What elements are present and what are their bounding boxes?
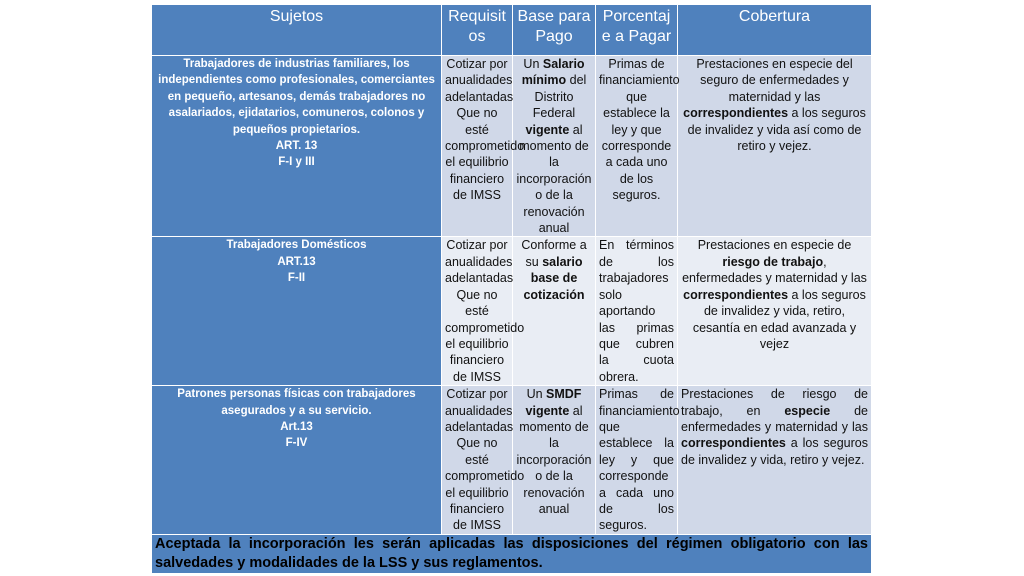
header-requisitos-line-2: os xyxy=(468,28,486,45)
base-cell: Un SMDF vigente al momento de la incorporación o de la renovación anual xyxy=(513,386,596,535)
footer-note: Aceptada la incorporación les serán aplicadas las disposiciones del régimen obligatorio con las salvedades y modalidades de la LSS y sus reglamentos. xyxy=(152,534,872,573)
requisitos-cell: Cotizar por anualidades adelantadas Que no esté comprometido el equilibrio financiero de IMSS xyxy=(442,56,513,237)
table-row xyxy=(152,237,872,386)
sujetos-cell xyxy=(152,386,442,535)
sujetos-art: ART.13 xyxy=(277,255,316,268)
header-base xyxy=(513,5,596,56)
cobertura-cell: Prestaciones en especie de riesgo de trabajo, enfermedades y maternidad y las correspondientes a los seguros de invalidez y vida, retiro, cesantía en edad avanzada y vejez xyxy=(678,237,872,386)
table-row xyxy=(152,386,872,535)
cobertura-cell: Prestaciones en especie del seguro de enfermedades y maternidad y las correspondientes a los seguros de invalidez y vida así como de retiro y vejez. xyxy=(678,56,872,237)
porcentaje-cell: Primas de financiamiento que establece la ley y que corresponde a cada uno de los seguros. xyxy=(596,56,678,237)
sujetos-art: Art.13 xyxy=(280,420,313,433)
sujetos-cell xyxy=(152,237,442,386)
insurance-table xyxy=(151,4,872,574)
header-requisitos-line-1: Requisit xyxy=(448,8,506,25)
header-requisitos xyxy=(442,5,513,56)
header-cobertura: Cobertura xyxy=(678,5,872,56)
sujetos-text: Trabajadores Domésticos xyxy=(226,239,367,252)
sujetos-cell xyxy=(152,56,442,237)
sujetos-text: Patrones personas físicas con trabajadores asegurados y a su servicio. xyxy=(177,388,416,417)
header-porcentaje xyxy=(596,5,678,56)
porcentaje-cell: En términos de los trabajadores solo aportando las primas que cubren la cuota obrera. xyxy=(596,237,678,386)
requisitos-cell: Cotizar por anualidades adelantadas Que no esté comprometido el equilibrio financiero de IMSS xyxy=(442,386,513,535)
base-cell: Conforme a su salario base de cotización xyxy=(513,237,596,386)
cobertura-cell: Prestaciones de riesgo de trabajo, en especie de enfermedades y maternidad y las correspondientes a los seguros de invalidez y vida, retiro y vejez. xyxy=(678,386,872,535)
sujetos-fraccion: F-I y III xyxy=(278,156,315,169)
sujetos-art: ART. 13 xyxy=(275,140,318,153)
sujetos-text: Trabajadores de industrias familiares, los independientes como profesionales, comerciantes en pequeño, artesanos, demás trabajadores no asalariados, ejidatarios, comuneros, colonos y pequeños propietarios. xyxy=(158,58,435,136)
requisitos-cell: Cotizar por anualidades adelantadas Que no esté comprometido el equilibrio financiero de IMSS xyxy=(442,237,513,386)
header-base-line-2: Pago xyxy=(535,28,573,45)
header-porcentaje-line-2: e a Pagar xyxy=(601,28,672,45)
header-row xyxy=(152,5,872,56)
table-row xyxy=(152,56,872,237)
sujetos-fraccion: F-IV xyxy=(285,437,308,450)
footer-row xyxy=(152,534,872,573)
base-cell: Un Salario mínimo del Distrito Federal vigente al momento de la incorporación o de la renovación anual xyxy=(513,56,596,237)
header-porcentaje-line-1: Porcentaj xyxy=(602,8,671,25)
porcentaje-cell: Primas de financiamiento que establece la ley y que corresponde a cada uno de los seguros. xyxy=(596,386,678,535)
header-base-line-1: Base para xyxy=(517,8,591,25)
header-sujetos: Sujetos xyxy=(152,5,442,56)
sujetos-fraccion: F-II xyxy=(287,272,306,285)
